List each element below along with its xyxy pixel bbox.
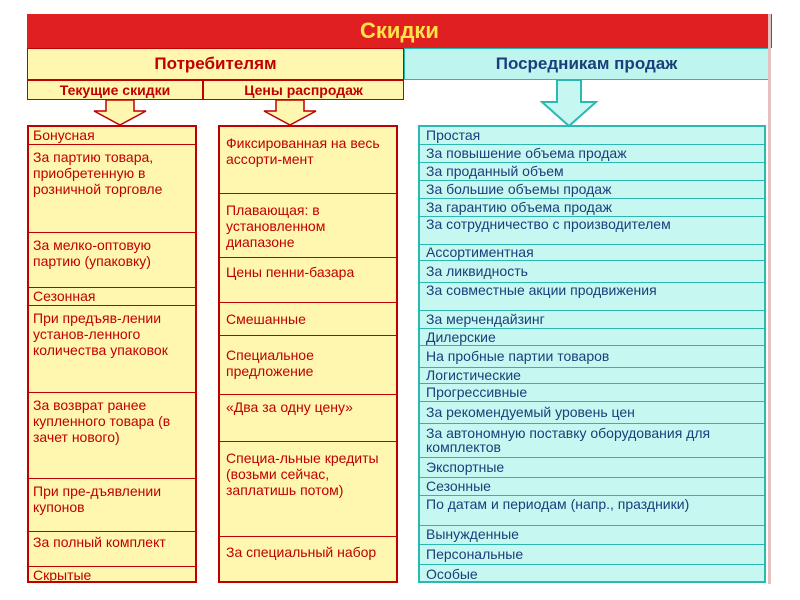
current-discounts-label: Текущие скидки: [59, 82, 171, 98]
consumers-header-label: Потребителям: [154, 54, 277, 73]
list-item: «Два за одну цену»: [220, 395, 396, 442]
list-item: Бонусная: [29, 127, 195, 145]
list-item: Экспортные: [420, 458, 764, 478]
list-item: За полный комплект: [29, 532, 195, 567]
list-item: За партию товара, приобретенную в розничной торговле: [29, 145, 195, 233]
list-item: По датам и периодам (напр., праздники): [420, 496, 764, 526]
list-item: Специальное предложение: [220, 336, 396, 395]
list-item: Вынужденные: [420, 526, 764, 545]
list-item: За гарантию объема продаж: [420, 199, 764, 217]
list-item: Скрытые: [33, 567, 92, 583]
sale-prices-label: Цены распродаж: [244, 82, 363, 98]
list-item: За сотрудничество с производителем: [420, 217, 764, 245]
intermediaries-header-label: Посредникам продаж: [495, 54, 678, 73]
list-item: На пробные партии товаров: [420, 346, 764, 368]
current-discounts-header: [27, 80, 203, 100]
list-item: Фиксированная на весь ассорти-мент: [220, 127, 396, 194]
sale-prices-header: [203, 80, 404, 100]
list-item: За повышение объема продаж: [420, 145, 764, 163]
consumers-header: [27, 48, 404, 80]
list-item: За возврат ранее купленного товара (в зачет нового): [29, 393, 195, 479]
down-arrow-sale: [262, 100, 318, 126]
list-item: Смешанные: [220, 303, 396, 336]
list-item: Логистические: [420, 368, 764, 384]
list-item: За совместные акции продвижения: [420, 283, 764, 311]
diagram-title: Скидки: [360, 18, 439, 43]
list-item: Специа-льные кредиты (возьми сейчас, заплатишь потом): [220, 442, 396, 537]
list-item: Персональные: [420, 545, 764, 565]
list-item: За рекомендуемый уровень цен: [420, 402, 764, 424]
list-item: Дилерские: [420, 329, 764, 346]
list-item: Ассортиментная: [420, 245, 764, 261]
current-discounts-list: [27, 125, 197, 583]
list-item: Сезонная: [29, 288, 195, 306]
right-edge-divider: [768, 14, 771, 584]
intermediaries-header: [404, 48, 769, 80]
list-item: За специальный набор: [226, 544, 377, 560]
down-arrow-intermediaries: [538, 80, 600, 128]
list-item: Прогрессивные: [420, 384, 764, 402]
list-item: При предъяв-лении установ-ленного количества упаковок: [29, 306, 195, 393]
title-bar: [27, 14, 772, 48]
list-item: При пре-дъявлении купонов: [29, 479, 195, 532]
list-item: За мелко-оптовую партию (упаковку): [29, 233, 195, 288]
list-item: За автономную поставку оборудования для комплектов: [420, 424, 764, 458]
down-arrow-current: [92, 100, 148, 126]
list-item: За мерчендайзинг: [420, 311, 764, 329]
list-item: За ликвидность: [420, 261, 764, 283]
list-item: Плавающая: в установленном диапазоне: [220, 194, 396, 258]
list-item: Простая: [420, 127, 764, 145]
intermediaries-list: [418, 125, 766, 583]
list-item: Особые: [426, 566, 478, 582]
list-item: За большие объемы продаж: [420, 181, 764, 199]
list-item: Сезонные: [420, 478, 764, 496]
sale-prices-list: [218, 125, 398, 583]
list-item: Цены пенни-базара: [220, 258, 396, 303]
list-item: За проданный объем: [420, 163, 764, 181]
